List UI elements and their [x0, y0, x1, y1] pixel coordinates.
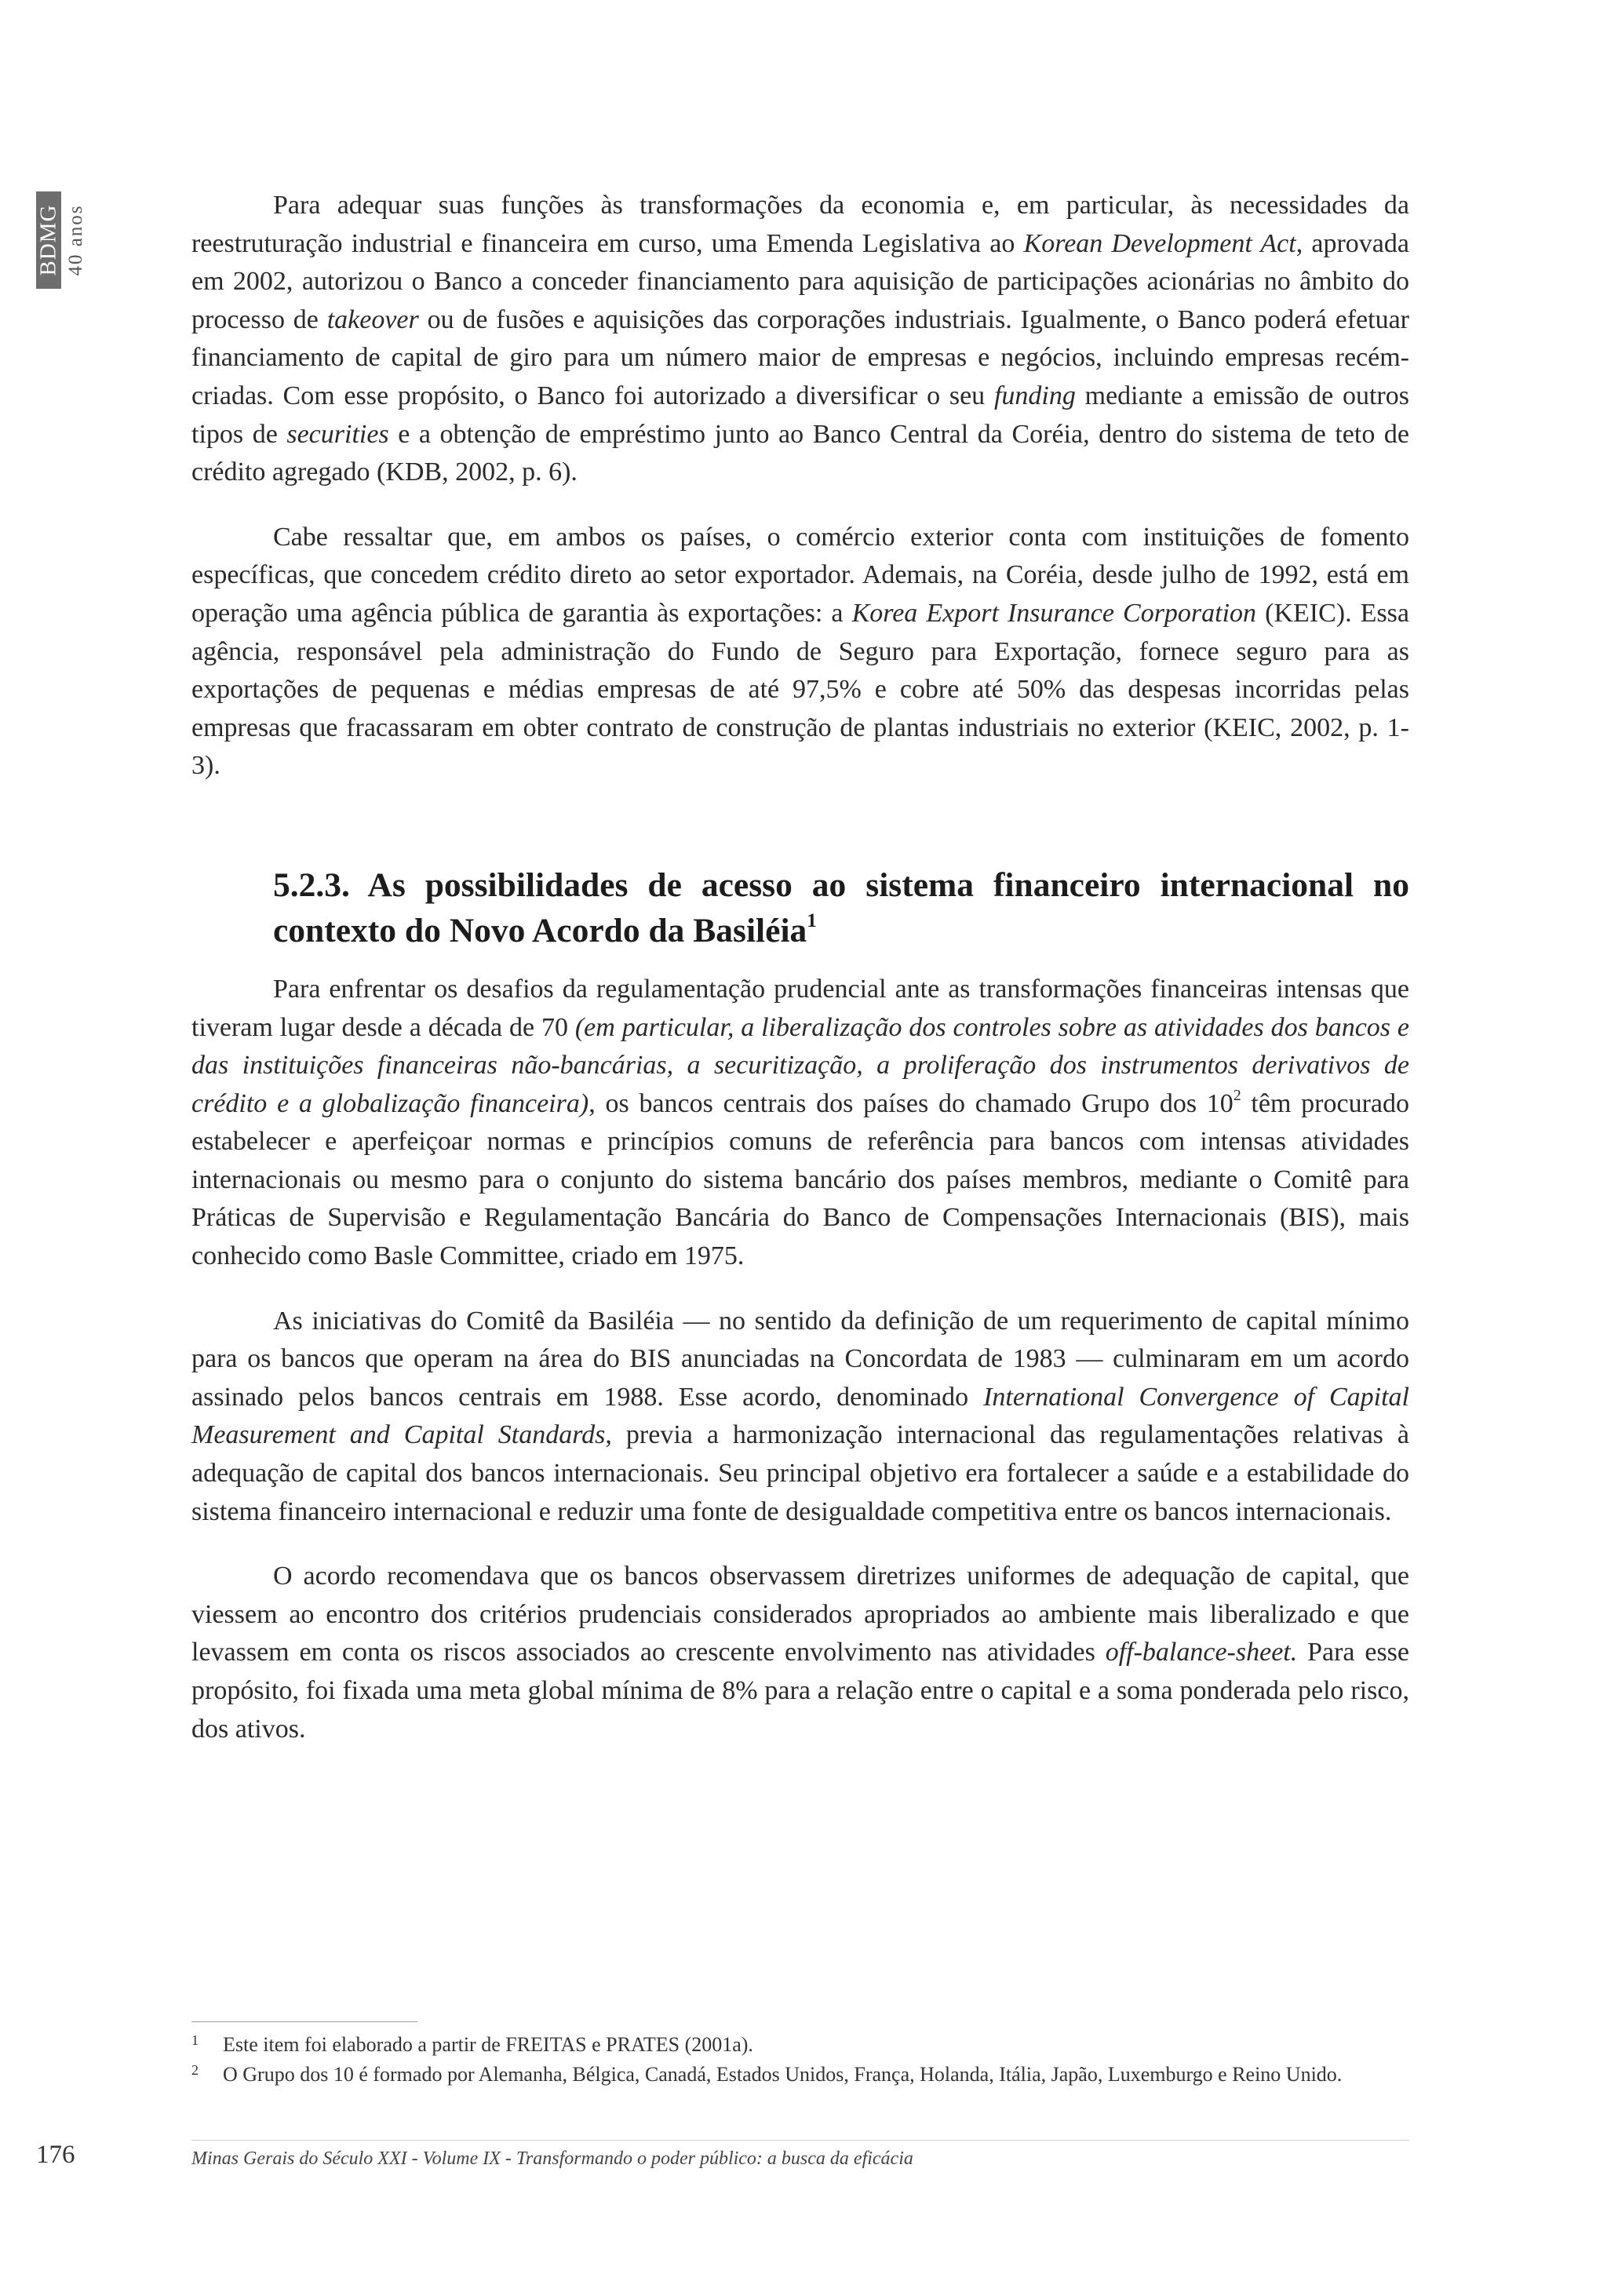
italic-run: funding: [993, 381, 1076, 410]
italic-run: takeover: [326, 304, 419, 334]
side-logo: [36, 191, 100, 289]
text-run: Cabe ressaltar que, em ambos os países, o comércio exterior conta com instituições de fomento específicas, que concedem crédito direto ao setor exportador. Ademais, na Coréia, desde julho de 1992, está em operação uma agência pública de garantia às exportações: a: [191, 522, 1409, 628]
logo-brand-box: [36, 191, 61, 289]
text-run: têm procurado estabelecer e aperfeiçoar normas e princípios comuns de referência para bancos com intensas atividades internacionais ou mesmo para o conjunto do sistema bancário dos países membros, mediante o Comitê para Práticas de Supervisão e Regulamentação Bancária do Banco de Compensações Internacionais (BIS), mais conhecido como Basle Committee, criado em 1975.: [191, 1088, 1410, 1271]
text-run: (KEIC). Essa agência, responsável pela administração do Fundo de Seguro para Exportação, fornece seguro para as exportações de pequenas e médias empresas de até 97,5% e cobre até 50% das despesas incorridas pelas empresas que fracassaram em obter contrato de construção de plantas industriais no exterior (KEIC, 2002, p. 1-3).: [191, 598, 1409, 781]
page-number: 176: [36, 2141, 75, 2169]
italic-run: Korean Development Act: [1023, 228, 1296, 258]
logo-years-text: 40 anos: [65, 204, 86, 276]
text-run: mediante a emissão de outros tipos de: [191, 381, 1409, 449]
running-footer: Minas Gerais do Século XXI - Volume IX - Transformando o poder público: a busca da eficácia: [191, 2148, 913, 2169]
footnotes: [191, 2021, 1409, 2090]
paragraphs-bottom: [191, 971, 1409, 1748]
italic-run: off-balance-sheet.: [1105, 1638, 1298, 1667]
text-run: e a obtenção de empréstimo junto ao Banco Central da Coréia, dentro do sistema de teto de crédito agregado (KDB, 2002, p. 6).: [191, 419, 1410, 487]
footnote-text: O Grupo dos 10 é formado por Alemanha, Bélgica, Canadá, Estados Unidos, França, Holanda, Itália, Japão, Luxemburgo e Reino Unido.: [223, 2063, 1343, 2086]
footnote-mark: 1: [191, 2032, 199, 2048]
text-run: Para esse propósito, foi fixada uma meta global mínima de 8% para a relação entre o capital e a soma ponderada pelo risco, dos ativos.: [191, 1638, 1409, 1744]
text-run: Para enfrentar os desafios da regulamentação prudencial ante as transformações financeiras intensas que tiveram lugar desde a década de 70: [191, 974, 1409, 1042]
italic-run: securities: [286, 419, 389, 449]
text-run: O acordo recomendava que os bancos observassem diretrizes uniformes de adequação de capital, que viessem ao encontro dos critérios prudenciais considerados apropriados ao ambiente mais liberalizado e que levassem em conta os riscos associados ao crescente envolvimento nas atividades: [191, 1562, 1409, 1667]
italic-run: (em particular, a liberalização dos controles sobre as atividades dos bancos e das instituições financeiras não-bancárias, a securitização, a proliferação dos instrumentos derivativos de crédito e a globalização financeira): [191, 1012, 1409, 1118]
body-paragraph: [191, 1558, 1409, 1748]
body-paragraph: [191, 187, 1409, 492]
footer-divider: [191, 2140, 1409, 2141]
body-paragraph: [191, 519, 1409, 785]
section-heading: [273, 862, 1409, 953]
text-run: Para adequar suas funções às transformações da economia e, em particular, às necessidades da reestruturação industrial e financeira em curso, uma Emenda Legislativa ao: [191, 191, 1409, 258]
logo-brand-text: BDMG: [35, 204, 61, 276]
footnote-divider: [191, 2021, 417, 2022]
italic-run: Korea Export Insurance Corporation: [851, 598, 1257, 628]
section-heading-text: 5.2.3. As possibilidades de acesso ao sistema financeiro internacional no contexto do Novo Acordo da Basiléia: [273, 866, 1409, 949]
page-body: [191, 187, 1409, 1775]
footnote-ref[interactable]: 2: [1233, 1086, 1241, 1104]
paragraphs-top: [191, 187, 1409, 785]
body-paragraph: [191, 971, 1409, 1276]
text-run: , previa a harmonização internacional das regulamentações relativas à adequação de capital dos bancos internacionais. Seu principal objetivo era fortalecer a saúde e a estabilidade do sistema financeiro internacional e reduzir uma fonte de desigualdade competitiva entre os bancos internacionais.: [191, 1420, 1409, 1526]
text-run: As iniciativas do Comitê da Basiléia — no sentido da definição de um requerimento de capital mínimo para os bancos que operam na área do BIS anunciadas na Concordata de 1983 — culminaram em um acordo assinado pelos bancos centrais em 1988. Esse acordo, denominado: [191, 1306, 1409, 1412]
footnote-2: [191, 2060, 1409, 2090]
text-run: , aprovada em 2002, autorizou o Banco a conceder financiamento para aquisição de participações acionárias no âmbito do processo de: [191, 228, 1409, 334]
text-run: , os bancos centrais dos países do chamado Grupo dos 10: [589, 1088, 1233, 1118]
footnote-1: [191, 2030, 1409, 2060]
footnote-text: Este item foi elaborado a partir de FREITAS e PRATES (2001a).: [223, 2033, 753, 2056]
text-run: ou de fusões e aquisições das corporações industriais. Igualmente, o Banco poderá efetuar financiamento de capital de giro para um número maior de empresas e negócios, incluindo empresas recém-criadas. Com esse propósito, o Banco foi autorizado a diversificar o seu: [191, 304, 1409, 410]
section-footnote-ref[interactable]: 1: [807, 909, 817, 931]
body-paragraph: [191, 1303, 1409, 1532]
italic-run: International Convergence of Capital Measurement and Capital Standards: [191, 1382, 1409, 1450]
logo-years: [64, 191, 88, 289]
footnote-mark: 2: [191, 2062, 199, 2078]
